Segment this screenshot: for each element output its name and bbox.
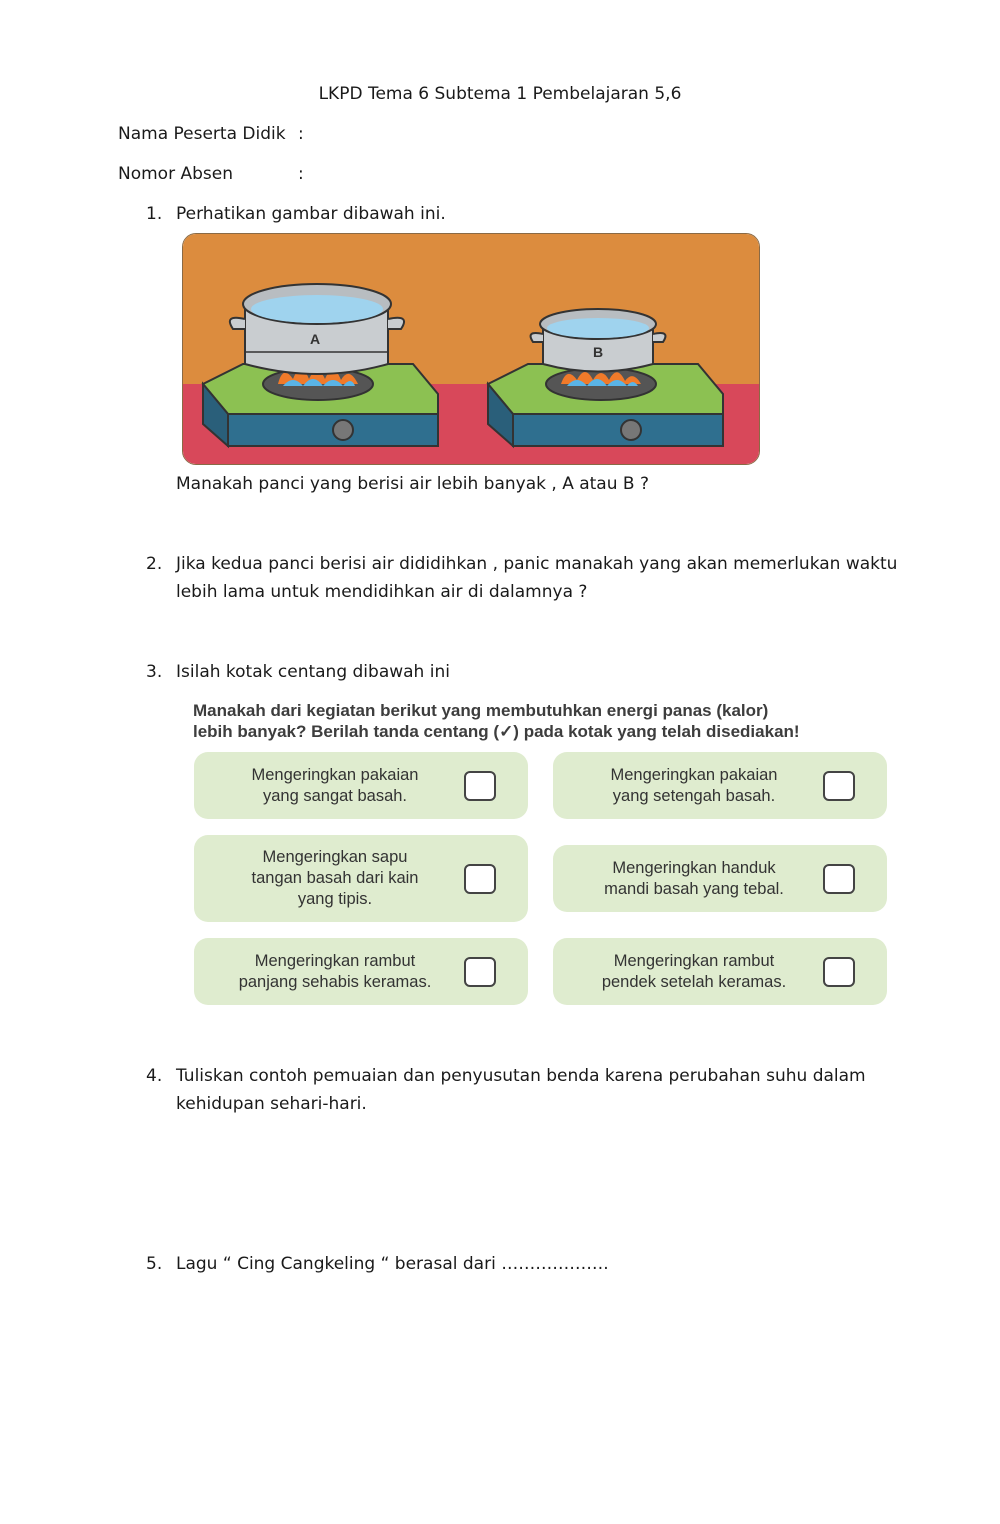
q4-line1: Tuliskan contoh pemuaian dan penyusutan benda karena perubahan suhu dalam (176, 1066, 866, 1086)
knob-b (621, 420, 641, 440)
q1-number: 1. (146, 204, 163, 224)
option-text: Mengeringkan pakaian (610, 765, 778, 784)
name-colon: : (298, 124, 304, 144)
option-card (194, 752, 528, 819)
absen-label: Nomor Absen (118, 164, 233, 184)
option-card (553, 845, 887, 912)
option-card (194, 938, 528, 1005)
option-text: yang setengah basah. (612, 786, 776, 805)
checkbox-option-4[interactable] (823, 864, 855, 894)
option-text: Mengeringkan rambut (613, 951, 775, 970)
option-text: pendek setelah keramas. (601, 972, 787, 991)
q2-line1: Jika kedua panci berisi air dididihkan , panic manakah yang akan memerlukan waktu (176, 554, 898, 574)
q3-heading-line2: lebih banyak? Berilah tanda centang (✓) pada kotak yang telah disediakan! (193, 722, 800, 741)
q1-follow-up: Manakah panci yang berisi air lebih banyak , A atau B ? (176, 474, 649, 494)
option-text: Mengeringkan pakaian (251, 765, 419, 784)
option-text: Mengeringkan handuk (612, 858, 776, 877)
stoves-illustration (182, 233, 760, 465)
q3-heading (193, 700, 893, 742)
q1-text: Perhatikan gambar dibawah ini. (176, 204, 446, 224)
option-text: yang sangat basah. (262, 786, 408, 805)
checkbox-option-2[interactable] (823, 771, 855, 801)
checkbox-option-6[interactable] (823, 957, 855, 987)
q3-number: 3. (146, 662, 163, 682)
q3-heading-line1: Manakah dari kegiatan berikut yang membutuhkan energi panas (kalor) (193, 701, 769, 720)
option-text: panjang sehabis keramas. (238, 972, 432, 991)
checkbox-option-5[interactable] (464, 957, 496, 987)
option-text: mandi basah yang tebal. (604, 879, 784, 898)
q5-text: Lagu “ Cing Cangkeling “ berasal dari ………………. (176, 1254, 609, 1274)
knob-a (333, 420, 353, 440)
q3-text: Isilah kotak centang dibawah ini (176, 662, 450, 682)
option-card (194, 835, 528, 922)
option-text: Mengeringkan sapu (262, 848, 408, 866)
option-text: Mengeringkan rambut (254, 951, 416, 970)
option-card (553, 938, 887, 1005)
pot-b-label: B (592, 344, 604, 360)
q5-number: 5. (146, 1254, 163, 1274)
q2-line2: lebih lama untuk mendidihkan air di dalamnya ? (176, 582, 588, 602)
q4-line2: kehidupan sehari-hari. (176, 1094, 367, 1114)
pot-a-label: A (309, 331, 321, 347)
option-card (553, 752, 887, 819)
option-text: tangan basah dari kain (251, 869, 419, 887)
checkbox-option-3[interactable] (464, 864, 496, 894)
name-label: Nama Peserta Didik (118, 124, 286, 144)
q2-number: 2. (146, 554, 163, 574)
page-title: LKPD Tema 6 Subtema 1 Pembelajaran 5,6 (318, 84, 682, 104)
checkbox-option-1[interactable] (464, 771, 496, 801)
absen-colon: : (298, 164, 304, 184)
option-text: yang tipis. (297, 890, 373, 908)
q4-number: 4. (146, 1066, 163, 1086)
